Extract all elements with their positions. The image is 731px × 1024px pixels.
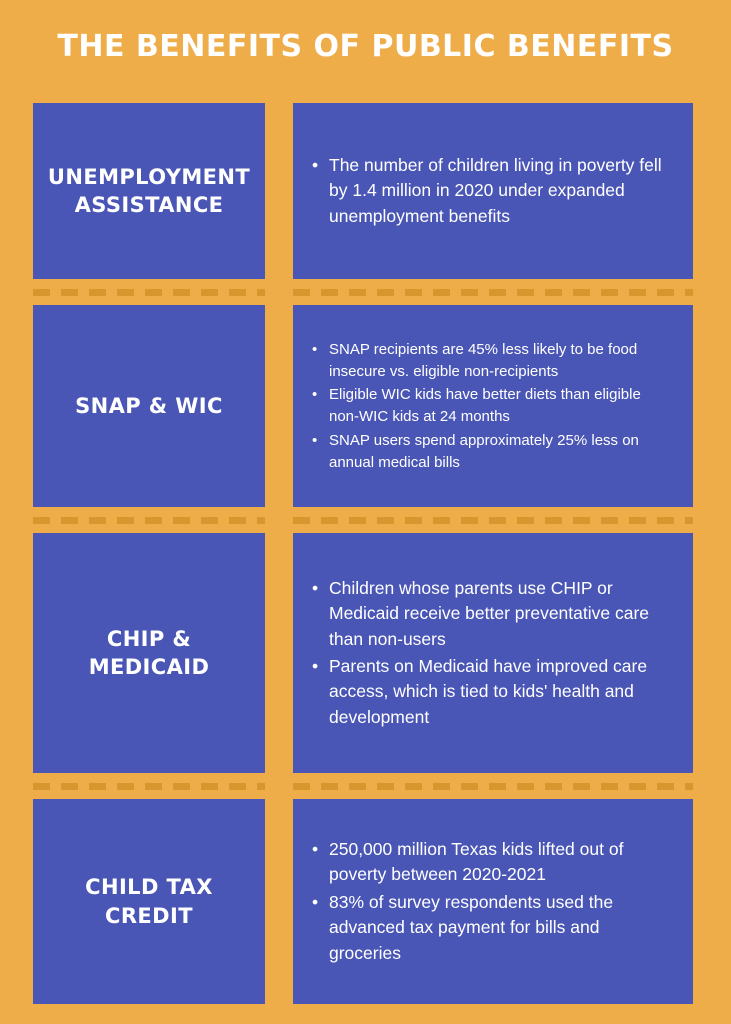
divider-dash-left <box>33 517 265 524</box>
row-label-child-tax-credit <box>33 799 265 1004</box>
list-item: • 83% of survey respondents used the advanced tax payment for bills and groceries <box>329 890 673 966</box>
column-gap <box>265 305 293 507</box>
divider-dash-left <box>33 289 265 296</box>
divider-dash-right <box>293 289 693 296</box>
row-label-text: SNAP & WIC <box>75 393 223 418</box>
list-item: • 250,000 million Texas kids lifted out of poverty between 2020-2021 <box>329 837 673 888</box>
row-content-snap-wic <box>293 305 693 507</box>
column-gap <box>265 533 293 773</box>
row-content-unemployment-assistance <box>293 103 693 279</box>
row-label-text: UNEMPLOYMENT ASSISTANCE <box>47 164 251 217</box>
row-label-unemployment-assistance <box>33 103 265 279</box>
bullet-list <box>307 153 673 229</box>
row-label-text: CHIP & MEDICAID <box>88 626 210 679</box>
row-divider <box>33 773 693 799</box>
row-label-text: CHILD TAX CREDIT <box>85 875 213 928</box>
benefits-table <box>33 103 693 1004</box>
list-item: • The number of children living in poverty fell by 1.4 million in 2020 under expanded unemployment benefits <box>329 153 673 229</box>
list-item: • SNAP recipients are 45% less likely to be food insecure vs. eligible non-recipients <box>329 339 673 383</box>
table-row <box>33 103 693 279</box>
table-row <box>33 799 693 1004</box>
list-item: • Eligible WIC kids have better diets than eligible non-WIC kids at 24 months <box>329 384 673 428</box>
page-title: THE BENEFITS OF PUBLIC BENEFITS <box>57 29 674 64</box>
divider-dash-right <box>293 783 693 790</box>
row-content-child-tax-credit <box>293 799 693 1004</box>
column-gap <box>265 799 293 1004</box>
row-divider <box>33 279 693 305</box>
table-row <box>33 533 693 773</box>
table-row <box>33 305 693 507</box>
bullet-list <box>307 339 673 474</box>
bullet-list <box>307 576 673 730</box>
row-divider <box>33 507 693 533</box>
column-gap <box>265 103 293 279</box>
divider-dash-right <box>293 517 693 524</box>
row-content-chip-medicaid <box>293 533 693 773</box>
row-label-chip-medicaid <box>33 533 265 773</box>
row-label-snap-wic <box>33 305 265 507</box>
bullet-list <box>307 837 673 966</box>
divider-dash-left <box>33 783 265 790</box>
list-item: • SNAP users spend approximately 25% less on annual medical bills <box>329 430 673 474</box>
list-item: • Parents on Medicaid have improved care access, which is tied to kids' health and development <box>329 654 673 730</box>
list-item: • Children whose parents use CHIP or Medicaid receive better preventative care than non-users <box>329 576 673 652</box>
